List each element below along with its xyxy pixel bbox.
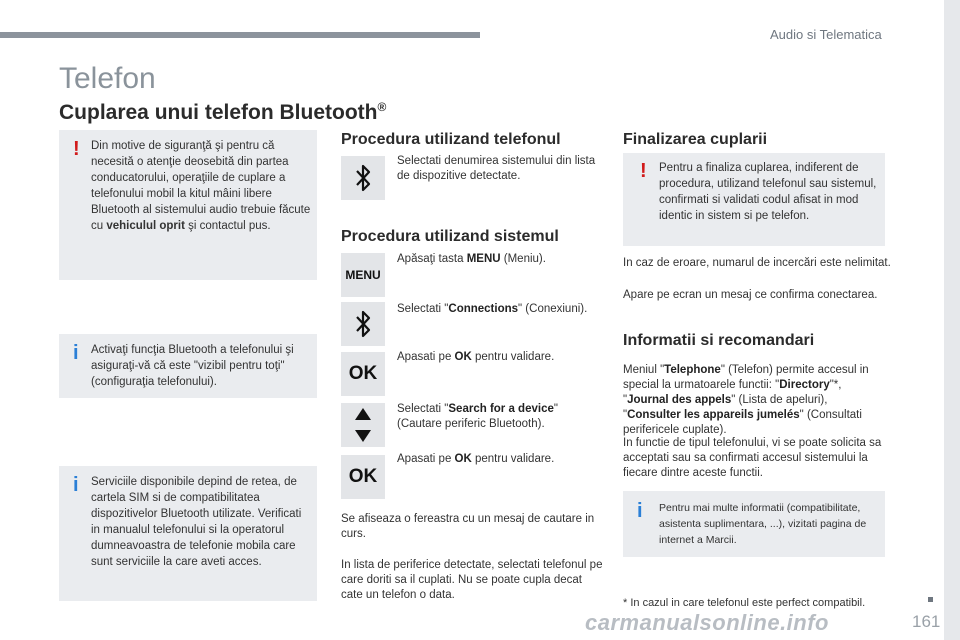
telephone-menu-paragraph: Meniul "Telephone" (Telefon) permite accesul in special la urmatoarele functii: "Directory"*, "Journal des appels" (Lista de apeluri), "Consulter les appareils jumelés" (Consultati perifericele cuplate). [623,364,869,436]
error-note: In caz de eroare, numarul de incercări este nelimitat. [623,257,891,269]
select-phone-paragraph: In lista de periferice detectate, selectati telefonul pe care doriti sa il cuplati. Nu se poate cupla decat cate un telefon o data. [341,559,603,601]
system-step-1: Apăsaţi tasta MENU (Meniu). [397,253,546,265]
watermark: carmanualsonline.info [585,610,829,635]
system-step-5: Apasati pe OK pentru validare. [397,453,555,465]
section-heading [59,100,386,125]
up-down-arrows-icon [341,403,385,447]
system-step-3: Apasati pe OK pentru validare. [397,351,555,363]
info-icon: i [637,500,643,522]
menu-key-icon: MENU [341,253,385,297]
page-marker-dot [928,597,933,602]
system-step-4: Selectati "Search for a device" (Cautare periferic Bluetooth). [397,403,558,430]
info-text: Activaţi funcţia Bluetooth a telefonului şi asiguraţi-vă că este "vizibil pentru toţi" (configuraţia telefonului). [91,344,294,388]
info-box-website [623,491,885,557]
info-box-bluetooth [59,334,317,398]
info-text: Pentru mai multe informatii (compatibilitate, asistenta suplimentara, ...), vizitati pagina de internet a Marcii. [659,502,867,546]
finalize-heading: Finalizarea cuplarii [623,131,768,148]
page-title: Telefon [59,62,156,95]
section-title: Audio si Telematica [770,27,882,42]
page-edge-strip [944,0,960,640]
section-heading-text: Cuplarea unui telefon Bluetooth [59,101,378,124]
bluetooth-icon [341,156,385,200]
warning-icon: ! [640,160,647,182]
confirm-note: Apare pe ecran un mesaj ce confirma conectarea. [623,289,878,301]
registered-mark: ® [377,100,387,114]
system-step-2: Selectati "Connections" (Conexiuni). [397,303,588,315]
info-text: Serviciile disponibile depind de retea, de cartela SIM si de compatibilitatea dispozitivelor Bluetooth utilizate. Verificati in manualul telefonului si la operatorul dumneavoastra de telefonie mobila care sunt serviciile la care aveti acces. [91,476,302,568]
page-number: 161 [912,612,941,631]
info-icon: i [73,342,79,364]
header-rule [0,32,480,38]
bluetooth-icon [341,302,385,346]
warning-box-safety [59,130,317,280]
warning-icon: ! [73,138,80,160]
info-icon: i [73,474,79,496]
info-heading: Informatii si recomandari [623,332,815,349]
warning-text: Din motive de siguranţă şi pentru că necesită o atenţie deosebită din partea conducatorului, operaţiile de cuplare a telefonului mobil la kitul mâini libere Bluetooth al sistemului audio trebuie făcute cu vehiculul oprit şi contactul pus. [91,140,311,232]
phone-procedure-heading: Procedura utilizand telefonul [341,131,561,148]
search-message-paragraph: Se afiseaza o fereastra cu un mesaj de cautare in curs. [341,513,595,540]
ok-key-icon: OK [341,352,385,396]
phone-type-paragraph: In functie de tipul telefonului, vi se poate solicita sa acceptati sau sa confirmati accesul sistemului la fiecare dintre aceste functii. [623,437,882,479]
warning-box-confirm [623,153,885,246]
ok-key-icon: OK [341,455,385,499]
info-box-services [59,466,317,601]
warning-text: Pentru a finaliza cuplarea, indiferent de procedura, utilizand telefonul sau sistemul, confirmati si validati codul afisat in mod identic in sistem si pe telefon. [659,162,877,222]
phone-step-1: Selectati denumirea sistemului din lista de dispozitive detectate. [397,155,596,182]
footnote: * In cazul in care telefonul este perfect compatibil. [623,597,866,609]
system-procedure-heading: Procedura utilizand sistemul [341,228,559,245]
